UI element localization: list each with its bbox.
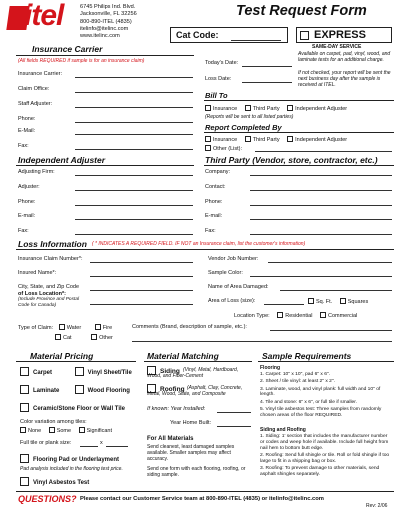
express-note-1: Available on carpet, pad, vinyl, wood, and laminate tests for an additional charge. xyxy=(298,51,391,63)
laminate-checkbox[interactable] xyxy=(20,385,29,394)
other-checkbox[interactable] xyxy=(91,334,97,340)
squares-checkbox[interactable] xyxy=(340,298,346,304)
plank-size-label: Full tile or plank size: xyxy=(20,440,72,446)
pricing-row-1: Carpet Vinyl Sheet/Tile xyxy=(20,367,132,376)
pricing-row-3: Ceramic/Stone Floor or Wall Tile xyxy=(20,403,125,412)
loss-location-field-2[interactable] xyxy=(90,304,193,305)
report-by-insurance-checkbox[interactable] xyxy=(205,136,211,142)
logo-text: itel xyxy=(24,0,64,32)
report-completed-by-title: Report Completed By xyxy=(205,123,282,132)
contact-label: Contact: xyxy=(205,184,226,190)
water-checkbox[interactable] xyxy=(59,324,65,330)
claim-number-field[interactable] xyxy=(90,262,193,263)
plank-x-label: x xyxy=(100,440,103,446)
adjuster-field[interactable] xyxy=(75,190,193,191)
sample-color-field[interactable] xyxy=(250,276,392,277)
loss-information-title: Loss Information xyxy=(18,239,87,249)
year-home-built-field[interactable] xyxy=(217,426,251,427)
cat-code-box[interactable] xyxy=(170,27,288,43)
all-materials-note-2: Send one form with each flooring, roofing, or siding sample. xyxy=(147,466,246,478)
flooring-pad-checkbox[interactable] xyxy=(20,454,29,463)
report-by-third-party-checkbox[interactable] xyxy=(245,136,251,142)
siding-requirements-title: Siding and Roofing xyxy=(260,427,306,433)
claim-office-field[interactable] xyxy=(75,92,193,93)
sqft-checkbox[interactable] xyxy=(308,298,314,304)
year-installed-field[interactable] xyxy=(217,412,251,413)
vinyl-asbestos-row: Vinyl Asbestos Test xyxy=(20,477,89,486)
report-by-other: Other (List): xyxy=(205,145,242,152)
loss-date-label: Loss Date: xyxy=(205,76,232,82)
area-of-loss-field[interactable] xyxy=(264,304,304,305)
adjuster-email-field[interactable] xyxy=(75,219,193,220)
third-party-phone-label: Phone: xyxy=(205,199,223,205)
bill-to-title: Bill To xyxy=(205,91,228,100)
bill-to-options: Insurance Third Party Independent Adjuster xyxy=(205,105,347,112)
area-damaged-label: Name of Area Damaged: xyxy=(208,284,269,290)
adjusting-firm-field[interactable] xyxy=(75,175,193,176)
independent-adjuster-title: Independent Adjuster xyxy=(18,155,106,165)
bill-to-insurance-checkbox[interactable] xyxy=(205,105,211,111)
express-title: EXPRESS xyxy=(314,29,366,41)
pricing-row-2: Laminate Wood Flooring xyxy=(20,385,130,394)
siding-row: Siding xyxy=(147,366,180,375)
questions-label: QUESTIONS? xyxy=(18,494,77,504)
third-party-email-field[interactable] xyxy=(250,219,392,220)
insured-name-field[interactable] xyxy=(90,276,193,277)
staff-adjuster-field[interactable] xyxy=(75,107,193,108)
fire-checkbox[interactable] xyxy=(95,324,101,330)
year-installed-label: If known: Year Installed: xyxy=(147,406,206,412)
report-by-options: Insurance Third Party Independent Adjuster xyxy=(205,136,347,143)
bill-to-note: (Reports will be sent to all listed parties) xyxy=(205,114,294,120)
carpet-checkbox[interactable] xyxy=(20,367,29,376)
insurance-note: (All fields REQUIRED if sample is for an insurance claim) xyxy=(18,58,145,64)
siding-description: (Vinyl, Metal, Hardboard, Wood, and Fiber-Cement xyxy=(147,367,239,379)
comments-field-2[interactable] xyxy=(132,341,392,342)
claim-office-label: Claim Office: xyxy=(18,86,50,92)
express-subtitle: SAME-DAY SERVICE xyxy=(312,44,362,50)
insurance-phone-field[interactable] xyxy=(75,122,193,123)
adjusting-firm-label: Adjusting Firm: xyxy=(18,169,55,175)
report-by-other-checkbox[interactable] xyxy=(205,145,211,151)
area-damaged-field[interactable] xyxy=(280,290,392,291)
express-checkbox[interactable] xyxy=(300,31,309,40)
material-pricing-title: Material Pricing xyxy=(30,351,94,361)
insurance-carrier-label: Insurance Carrier: xyxy=(18,71,63,77)
cat-checkbox[interactable] xyxy=(55,334,61,340)
express-box[interactable] xyxy=(296,27,392,43)
company-field[interactable] xyxy=(250,175,392,176)
location-type-row: Location Type: Residential Commercial xyxy=(234,313,358,319)
variation-some-checkbox[interactable] xyxy=(49,427,55,433)
express-note-2: If not checked, your report will be sent the next business day after the sample is received at ITEL. xyxy=(298,70,391,88)
staff-adjuster-label: Staff Adjuster: xyxy=(18,101,53,107)
insured-name-label: Insured Name*: xyxy=(18,270,57,276)
adjuster-email-label: E-mail: xyxy=(18,213,36,219)
comments-field-1[interactable] xyxy=(270,330,392,331)
third-party-fax-label: Fax: xyxy=(205,228,216,234)
bill-to-adjuster-checkbox[interactable] xyxy=(287,105,293,111)
insurance-email-field[interactable] xyxy=(75,134,193,135)
flooring-pad-row: Flooring Pad or Underlayment xyxy=(20,454,119,463)
cat-code-label: Cat Code: xyxy=(176,30,219,40)
loss-date-field[interactable] xyxy=(242,82,292,83)
revision-label: Rev: 2/06 xyxy=(366,503,388,509)
color-variation-label: Color variation among tiles: xyxy=(20,419,87,425)
adjuster-phone-label: Phone: xyxy=(18,199,36,205)
claim-number-label: Insurance Claim Number*: xyxy=(18,256,83,262)
insurance-fax-label: Fax: xyxy=(18,143,29,149)
flooring-requirements-list: 1. Carpet: 10" x 10", pad 6" x 6". 2. Sheet / tile vinyl: at least 2" x 2". 3. Laminate, wood, and vinyl plank: full width and 10" of length. 4. Tile and stone: 6" x 6", or full tile if smaller. 5. Vinyl tile asbestos test: Three samples from randomly chosen areas of the floor REQUIRED. xyxy=(260,372,382,418)
all-materials-note-1: Send cleanest, least damaged samples available. Smaller samples may affect accuracy. xyxy=(147,444,235,462)
type-of-claim-row: Type of Claim: Water Fire xyxy=(18,325,113,331)
area-of-loss-row: Area of Loss (size): xyxy=(208,298,256,304)
material-matching-title: Material Matching xyxy=(147,351,219,361)
third-party-phone-field[interactable] xyxy=(250,205,392,206)
todays-date-label: Today's Date: xyxy=(205,60,239,66)
comments-label: Comments (Brand, description of sample, etc.): xyxy=(132,324,247,330)
pad-note: Pad analysis included in the flooring test price. xyxy=(20,466,123,472)
insurance-email-label: E-Mail: xyxy=(18,128,36,134)
adjuster-fax-label: Fax: xyxy=(18,228,29,234)
vendor-job-field[interactable] xyxy=(268,262,392,263)
vinyl-asbestos-checkbox[interactable] xyxy=(20,477,29,486)
type-of-claim-row-2: Cat Other xyxy=(55,334,113,341)
all-materials-title: For All Materials xyxy=(147,436,194,442)
insurance-carrier-title: Insurance Carrier xyxy=(32,44,103,54)
adjuster-phone-field[interactable] xyxy=(75,205,193,206)
insurance-carrier-field[interactable] xyxy=(75,77,193,78)
flooring-requirements-title: Flooring xyxy=(260,365,280,371)
adjuster-label: Adjuster: xyxy=(18,184,40,190)
variation-options: None Some Significant xyxy=(20,427,112,434)
residential-checkbox[interactable] xyxy=(277,312,283,318)
area-units: Sq. Ft. Squares xyxy=(308,298,368,305)
adjuster-fax-field[interactable] xyxy=(75,234,193,235)
variation-none-checkbox[interactable] xyxy=(20,427,26,433)
company-address: 6745 Philips Ind. Blvd. Jacksonville, FL 32256 800-890-ITEL (4835) itelinfo@itelinc.com www.itelinc.com xyxy=(80,4,137,40)
report-by-adjuster-checkbox[interactable] xyxy=(287,136,293,142)
insurance-phone-label: Phone: xyxy=(18,116,36,122)
contact-info: Please contact our Customer Service team at 800-890-ITEL (4835) or itelinfo@itelinc.com xyxy=(80,496,324,502)
page-title: Test Request Form xyxy=(236,3,367,19)
third-party-email-label: E-mail: xyxy=(205,213,223,219)
roofing-description: (Asphalt, Clay, Concrete, Metal, Wood, Slate, and Composite xyxy=(147,385,243,397)
year-home-built-label: Year Home Built: xyxy=(170,420,212,426)
plank-size-field-1[interactable] xyxy=(80,446,98,447)
loss-location-label: City, State, and Zip Code of Loss Location*: (Include Province and Postal Code for Canada) xyxy=(18,284,80,308)
loss-location-field-1[interactable] xyxy=(90,290,193,291)
vendor-job-label: Vendor Job Number: xyxy=(208,256,259,262)
variation-significant-checkbox[interactable] xyxy=(79,427,85,433)
report-by-other-field[interactable] xyxy=(255,151,392,152)
plank-size-field-2[interactable] xyxy=(106,446,128,447)
vinyl-sheet-checkbox[interactable] xyxy=(75,367,84,376)
loss-information-note: ( * INDICATES A REQUIRED FIELD. IF NOT an Insurance claim, list the customer's information) xyxy=(92,241,306,247)
insurance-fax-field[interactable] xyxy=(75,149,193,150)
roofing-row: Roofing xyxy=(147,384,185,393)
siding-requirements-list: 1. Siding: 1' section that includes the manufacturer number or codes and weep hole if available. Include full height from nail hem to bottom butt edge. 2. Roofing: Send full shingle or tile. Roll or fold shingle if too large to fit in a shipping bag or box. 3. Roofing: To prevent damage to other materials, send asphalt shingles separately. xyxy=(260,434,390,477)
company-label: Company: xyxy=(205,169,231,175)
bill-to-third-party-checkbox[interactable] xyxy=(245,105,251,111)
third-party-title: Third Party (Vendor, store, contractor, etc.) xyxy=(205,155,378,165)
todays-date-field[interactable] xyxy=(242,66,292,67)
contact-field[interactable] xyxy=(250,190,392,191)
commercial-checkbox[interactable] xyxy=(320,312,326,318)
wood-flooring-checkbox[interactable] xyxy=(75,385,84,394)
sample-requirements-title: Sample Requirements xyxy=(262,351,352,361)
sample-color-label: Sample Color: xyxy=(208,270,243,276)
third-party-fax-field[interactable] xyxy=(250,234,392,235)
ceramic-stone-checkbox[interactable] xyxy=(20,403,29,412)
